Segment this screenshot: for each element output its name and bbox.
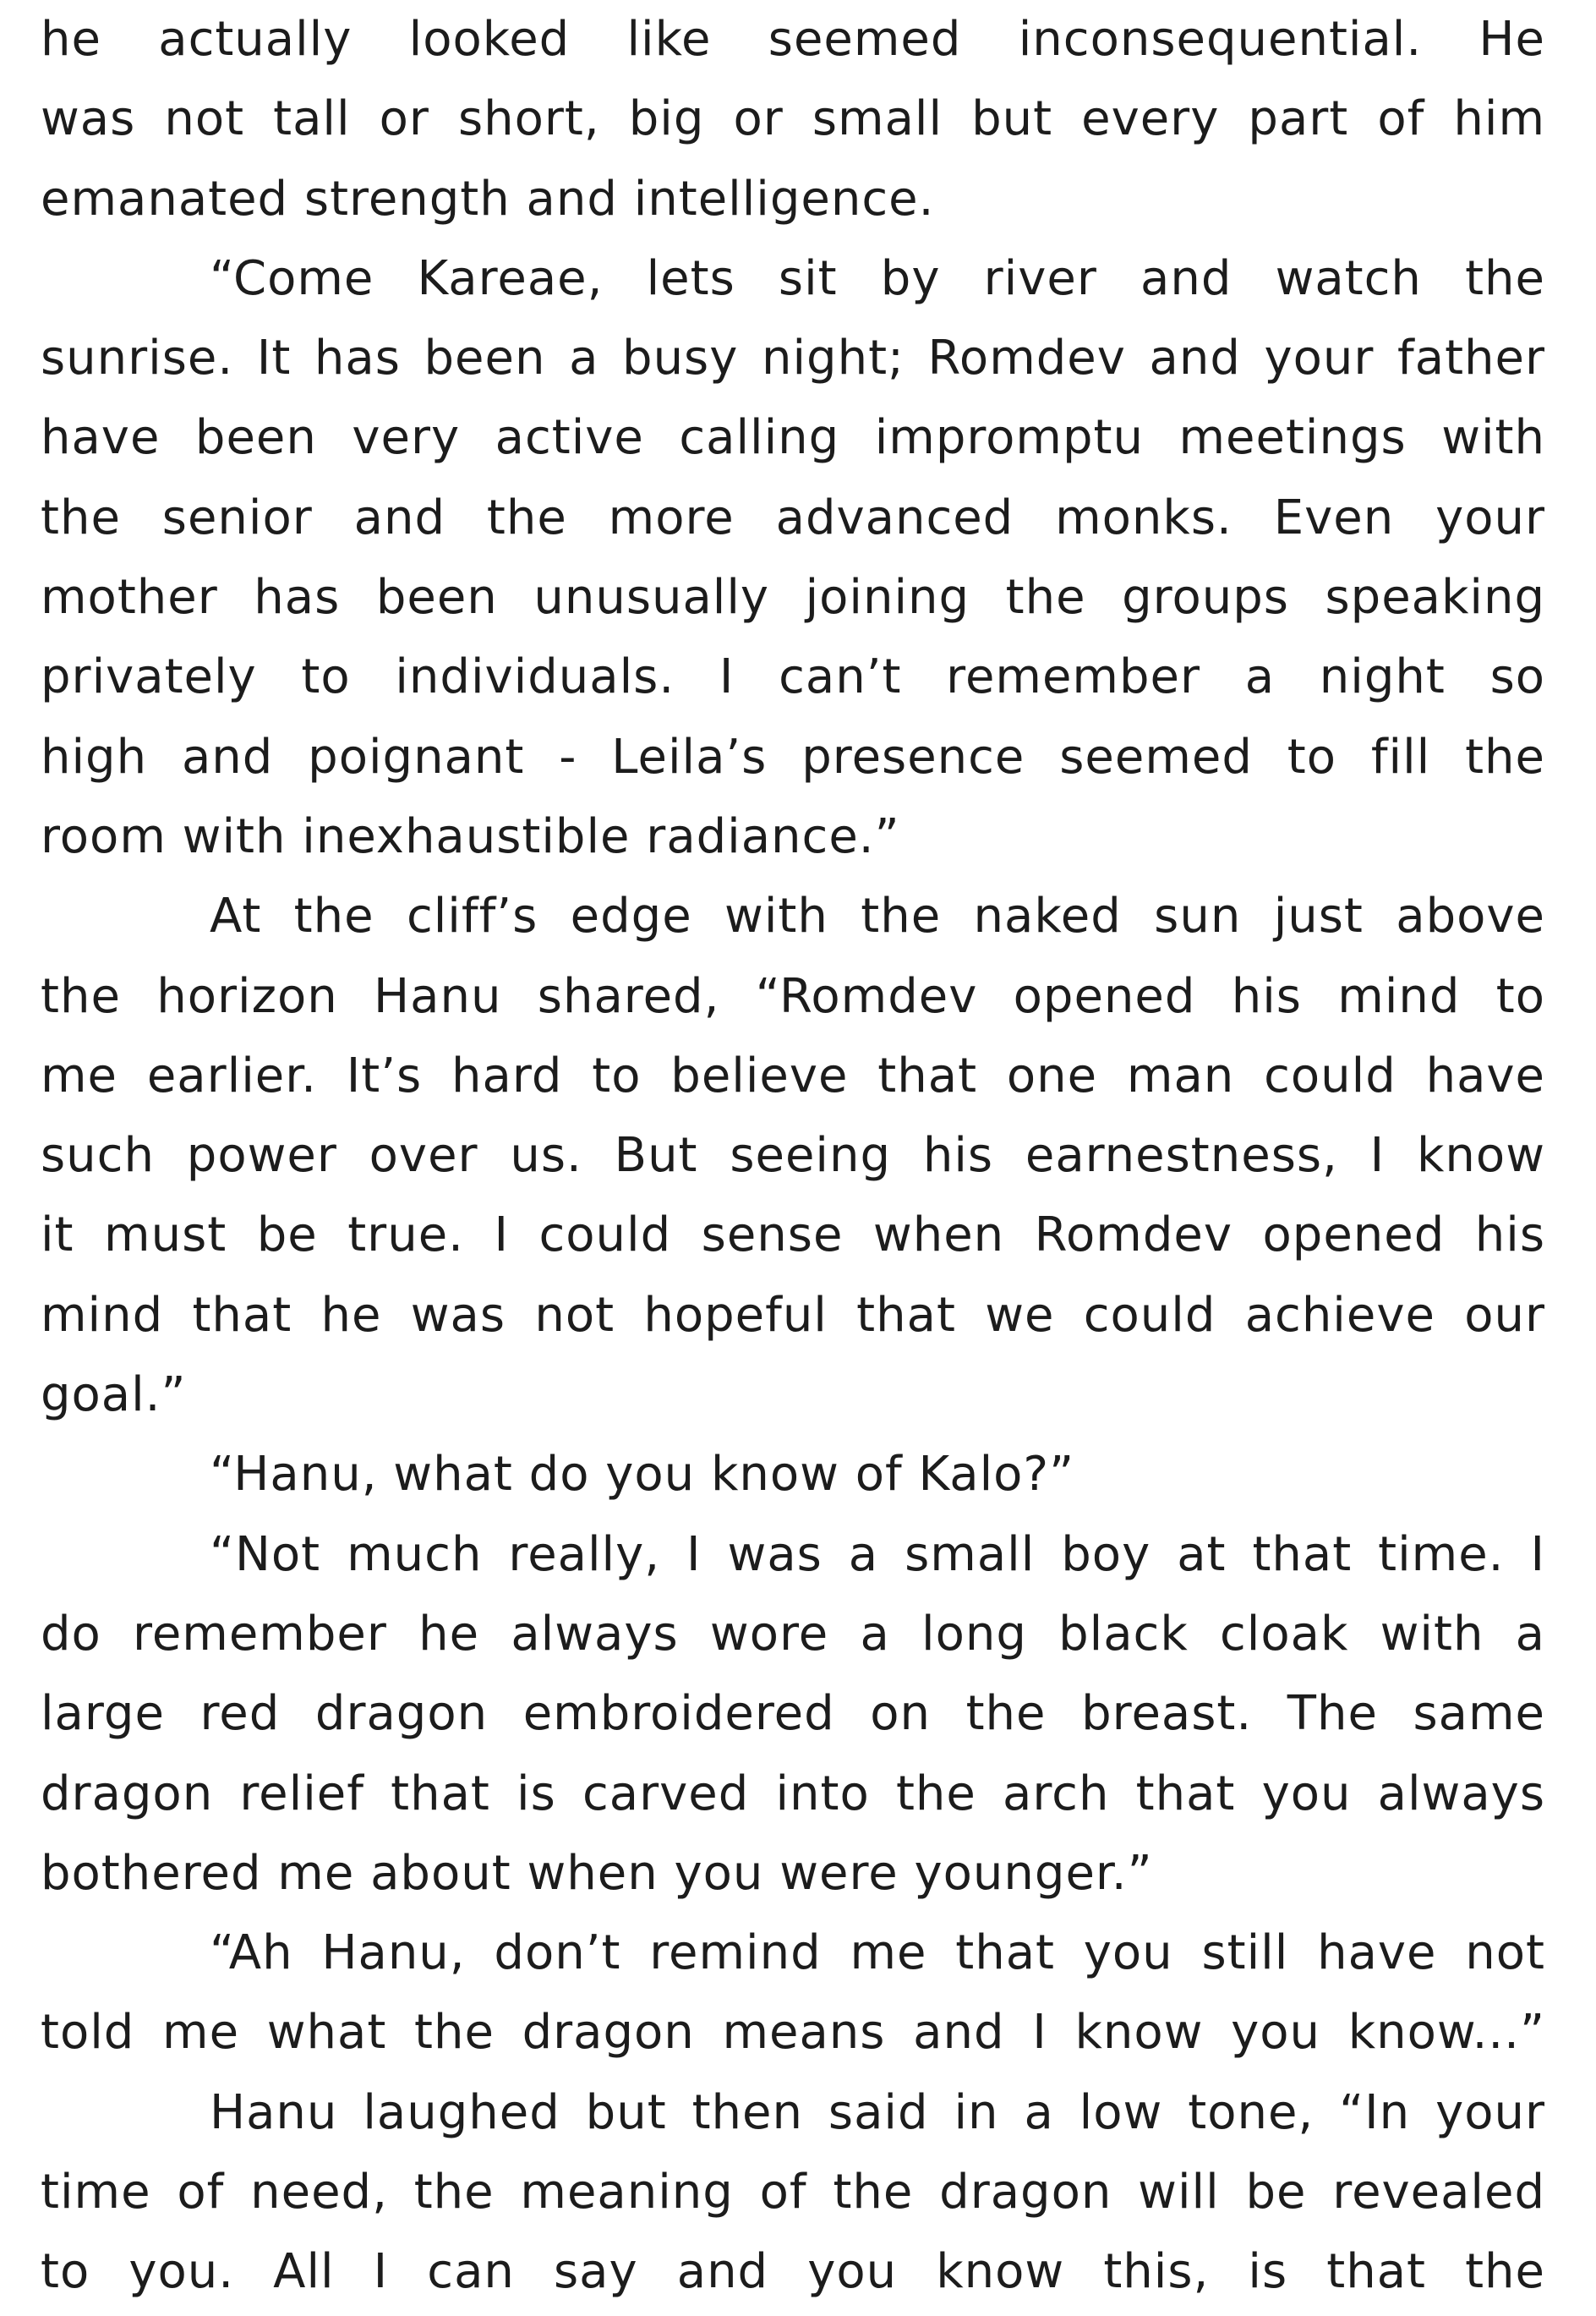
text-line: goal.” (41, 1367, 187, 1423)
text-line: was not tall or short, big or small but every part of him (41, 91, 1545, 147)
text-line: to you. All I can say and you know this, is that the (41, 2244, 1545, 2300)
document-page (41, 0, 1545, 2316)
text-line: emanated strength and intelligence. (41, 171, 935, 227)
text-line: mind that he was not hopeful that we could achieve our (41, 1287, 1545, 1343)
text-line: told me what the dragon means and I know you know...” (41, 2005, 1545, 2061)
text-line: “Hanu, what do you know of Kalo?” (210, 1447, 1075, 1503)
text-line: privately to individuals. I can’t remember a night so (41, 649, 1545, 705)
text-line: the horizon Hanu shared, “Romdev opened his mind to (41, 968, 1545, 1024)
text-line: large red dragon embroidered on the breast. The same (41, 1686, 1545, 1742)
text-line: it must be true. I could sense when Romdev opened his (41, 1207, 1545, 1263)
text-line: such power over us. But seeing his earnestness, I know (41, 1128, 1545, 1184)
text-line: sunrise. It has been a busy night; Romdev and your father (41, 331, 1545, 386)
text-line: “Come Kareae, lets sit by river and watch the (210, 250, 1545, 306)
text-line: “Ah Hanu, don’t remind me that you still have not (210, 1925, 1545, 1981)
text-line: “Not much really, I was a small boy at that time. I (210, 1526, 1545, 1582)
text-line: he actually looked like seemed inconsequential. He (41, 12, 1545, 67)
text-line: do remember he always wore a long black cloak with a (41, 1606, 1545, 1662)
text-line: At the cliff’s edge with the naked sun just above (210, 889, 1545, 944)
text-line: have been very active calling impromptu meetings with (41, 410, 1545, 466)
text-line: room with inexhaustible radiance.” (41, 808, 900, 864)
text-line: dragon relief that is carved into the arch that you always (41, 1766, 1545, 1821)
text-line: the senior and the more advanced monks. Even your (41, 490, 1545, 545)
text-line: Hanu laughed but then said in a low tone, “In your (210, 2084, 1545, 2140)
text-line: time of need, the meaning of the dragon will be revealed (41, 2165, 1545, 2220)
text-line: me earlier. It’s hard to believe that one man could have (41, 1048, 1545, 1103)
text-line: mother has been unusually joining the groups speaking (41, 570, 1545, 626)
text-line: bothered me about when you were younger.” (41, 1845, 1153, 1901)
text-line: high and poignant - Leila’s presence seemed to fill the (41, 729, 1545, 785)
